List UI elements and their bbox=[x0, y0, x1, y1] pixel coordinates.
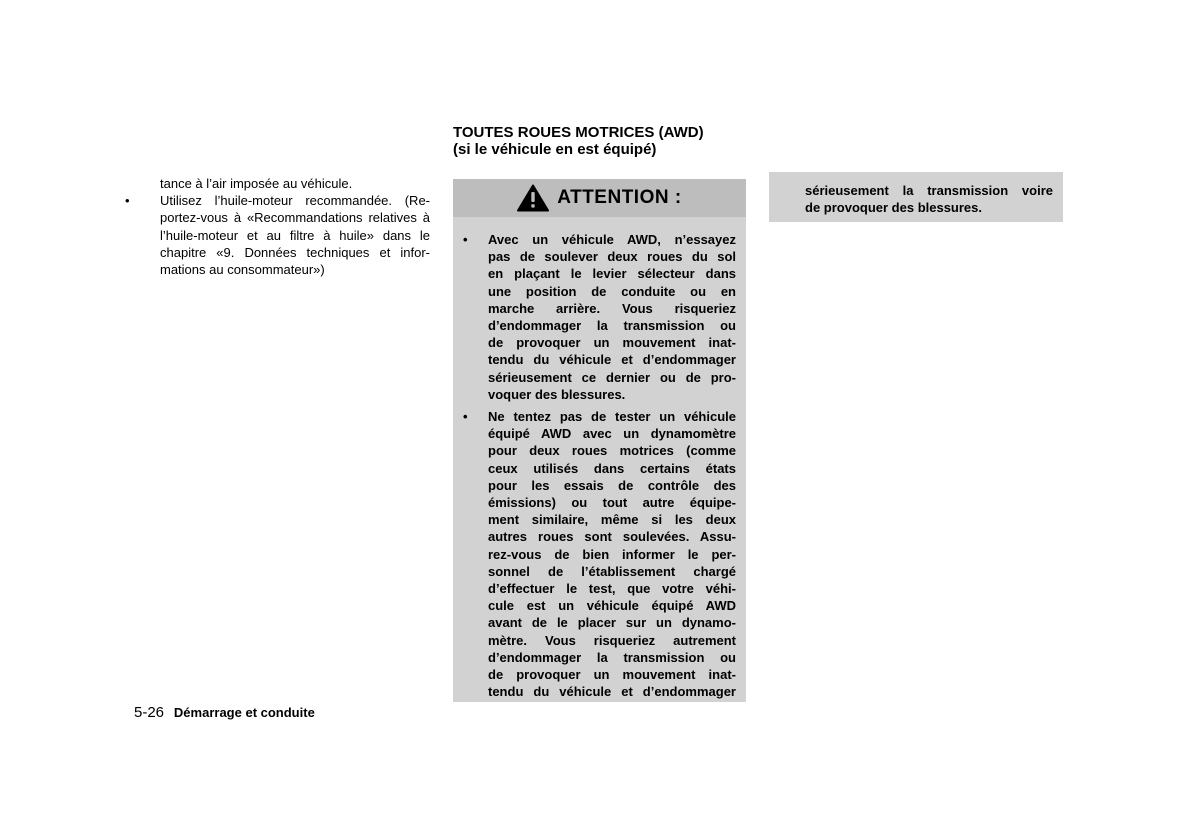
left-column bbox=[122, 175, 430, 278]
text-line: ceux utilisés dans certains états bbox=[488, 460, 736, 476]
text-line: mètre. Vous risqueriez autrement bbox=[488, 632, 736, 648]
page-footer bbox=[134, 704, 315, 721]
section-subtitle: (si le véhicule en est équipé) bbox=[453, 141, 657, 158]
text-line: pas de soulever deux roues du sol bbox=[488, 249, 736, 265]
text-line: sérieusement la transmission voire bbox=[805, 183, 1053, 198]
warning-box bbox=[453, 179, 746, 702]
text-line: marche arrière. Vous risqueriez bbox=[488, 300, 736, 316]
text-line: chapitre «9. Données techniques et infor- bbox=[160, 244, 430, 260]
text-line: ment similaire, même si les deux bbox=[488, 512, 736, 528]
warning-body bbox=[453, 231, 746, 705]
text-line: tendu du véhicule et d’endommager bbox=[488, 684, 736, 700]
text-line: pour deux roues motrices (comme bbox=[488, 443, 736, 459]
warning-header bbox=[453, 179, 746, 217]
bullet-icon: • bbox=[125, 193, 130, 209]
text-line: l’huile-moteur et au filtre à huile» dans le bbox=[160, 227, 430, 243]
text-line: avant de le placer sur un dynamo- bbox=[488, 615, 736, 631]
text-line: d’endommager la transmission ou bbox=[488, 649, 736, 665]
page-number: 5-26 bbox=[134, 704, 165, 721]
text-line: pour les essais de contrôle des bbox=[488, 477, 736, 493]
text-line: d’endommager la transmission ou bbox=[488, 318, 736, 334]
text-line: Ne tentez pas de tester un véhicule bbox=[488, 409, 736, 425]
text-line: tendu du véhicule et d’endommager bbox=[488, 352, 736, 368]
list-item bbox=[122, 192, 430, 278]
text-line: de provoquer des blessures. bbox=[805, 200, 983, 216]
chapter-title: Démarrage et conduite bbox=[173, 705, 315, 720]
section-heading bbox=[453, 124, 753, 158]
text-line: sérieusement ce dernier ou de pro- bbox=[488, 369, 736, 385]
text-line: équipé AWD avec un dynamomètre bbox=[488, 426, 736, 442]
text-line: d’effectuer le test, que votre véhi- bbox=[488, 581, 736, 597]
text-line: Avec un véhicule AWD, n’essayez bbox=[488, 232, 736, 247]
text-line: mations au consommateur») bbox=[160, 262, 325, 278]
warning-item bbox=[453, 231, 746, 403]
text-line: une position de conduite ou en bbox=[488, 283, 736, 299]
warning-continuation-text bbox=[805, 182, 1053, 216]
text-line: rez-vous de bien informer le per- bbox=[488, 546, 736, 562]
continued-text: tance à l’air imposée au véhicule. bbox=[160, 176, 353, 191]
text-line: voquer des blessures. bbox=[488, 386, 626, 402]
warning-triangle-icon bbox=[517, 184, 549, 212]
text-line: de provoquer un mouvement inat- bbox=[488, 335, 736, 351]
text-line: cule est un véhicule équipé AWD bbox=[488, 598, 736, 614]
text-line: en plaçant le levier sélecteur dans bbox=[488, 266, 736, 282]
text-line: émissions) ou tout autre équipe- bbox=[488, 495, 736, 511]
text-line: portez-vous à «Recommandations relatives à bbox=[160, 210, 430, 226]
warning-title: ATTENTION : bbox=[557, 187, 682, 208]
text-line: sonnel de l’établissement chargé bbox=[488, 563, 736, 579]
warning-item bbox=[453, 408, 746, 700]
bullet-icon: • bbox=[463, 409, 468, 425]
text-line: Utilisez l’huile-moteur recommandée. (Re- bbox=[160, 193, 430, 209]
section-title: TOUTES ROUES MOTRICES (AWD) bbox=[453, 124, 704, 141]
warning-continuation-box bbox=[769, 172, 1063, 222]
text-line: de provoquer un mouvement inat- bbox=[488, 667, 736, 683]
bullet-icon: • bbox=[463, 232, 468, 247]
text-line: autres roues sont soulevées. Assu- bbox=[488, 529, 736, 545]
